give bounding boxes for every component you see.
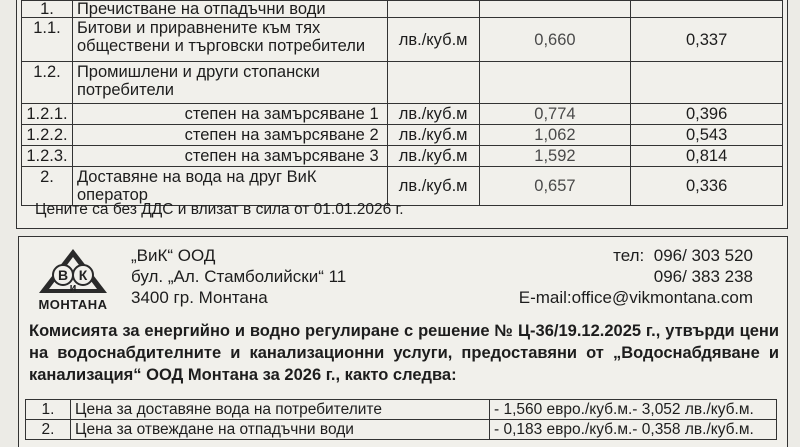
logo-letter: К xyxy=(78,267,88,283)
row-description: степен на замърсяване 1 xyxy=(72,104,387,125)
row-number: 2. xyxy=(26,420,71,440)
table-row xyxy=(22,18,783,62)
table-row xyxy=(22,62,783,104)
row-number: 1.2.3. xyxy=(22,146,73,167)
phone-label: тел: xyxy=(613,246,645,265)
table-row xyxy=(26,420,777,440)
row-value-1 xyxy=(479,1,631,18)
row-value-2: 0,396 xyxy=(631,104,783,125)
row-unit: лв./куб.м xyxy=(387,146,479,167)
row-value-2 xyxy=(631,1,783,18)
logo-letter: и xyxy=(69,282,77,294)
table-row xyxy=(22,104,783,125)
row-value-1: 1,592 xyxy=(479,146,631,167)
row-unit xyxy=(387,62,479,104)
announcement-text: Комисията за енергийно и водно регулиране с решение № Ц-36/19.12.2025 г., утвърди цени на водоснабдителните и канализационни услуги, предоставяни от „Водоснабдяване и канализация“ ООД Монтана за 2026 г., както следва: xyxy=(29,322,779,384)
price-table-section xyxy=(16,0,788,229)
row-number: 1. xyxy=(22,1,73,18)
row-value-2: 0,814 xyxy=(631,146,783,167)
row-number: 1. xyxy=(26,400,71,420)
vik-notice xyxy=(18,236,788,447)
row-value-2 xyxy=(631,62,783,104)
row-number: 2. xyxy=(22,167,73,206)
row-description: Пречистване на отпадъчни води xyxy=(72,1,387,18)
vik-logo xyxy=(31,245,115,311)
price-table xyxy=(21,0,783,206)
row-unit: лв./куб.м xyxy=(387,125,479,146)
company-name: „ВиК“ ООД xyxy=(131,246,216,265)
row-value-1: 1,062 xyxy=(479,125,631,146)
row-description: степен на замърсяване 2 xyxy=(72,125,387,146)
row-value-2: 0,337 xyxy=(631,18,783,62)
company-address-block xyxy=(131,245,346,308)
phone-line-1 xyxy=(519,245,753,266)
row-description: Цена за отвеждане на отпадъчни води xyxy=(71,420,490,440)
row-price: - 1,560 евро./куб.м.- 3,052 лв./куб.м. xyxy=(490,400,777,420)
phone-2: 096/ 383 238 xyxy=(653,267,753,286)
contacts-block xyxy=(519,245,753,308)
company-street: бул. „Ал. Стамболийски“ 11 xyxy=(131,267,347,286)
row-unit: лв./куб.м xyxy=(387,104,479,125)
row-number: 1.2.1. xyxy=(22,104,73,125)
services-table xyxy=(25,399,777,440)
row-number: 1.2. xyxy=(22,62,73,104)
row-description: Промишлени и други стопански потребители xyxy=(72,62,387,104)
row-description: Битови и приравнените към тях обществени и търговски потребители xyxy=(72,18,387,62)
row-unit: лв./куб.м xyxy=(387,18,479,62)
table-row xyxy=(22,125,783,146)
logo-mark-icon xyxy=(31,245,115,297)
row-value-2: 0,336 xyxy=(631,167,783,206)
row-description: Цена за доставяне вода на потребителите xyxy=(71,400,490,420)
row-value-1: 0,657 xyxy=(479,167,631,206)
row-unit xyxy=(387,1,479,18)
table-row xyxy=(26,400,777,420)
logo-letter: В xyxy=(57,267,69,283)
phone-1: 096/ 303 520 xyxy=(653,246,753,265)
row-value-2: 0,543 xyxy=(631,125,783,146)
row-unit: лв./куб.м xyxy=(387,167,479,206)
row-description: Доставяне на вода на друг ВиК оператор xyxy=(72,167,387,206)
row-value-1: 0,660 xyxy=(479,18,631,62)
table-row xyxy=(22,167,783,206)
table-row xyxy=(22,146,783,167)
email: E-mail:office@vikmontana.com xyxy=(518,288,753,307)
row-value-1: 0,774 xyxy=(479,104,631,125)
company-city: 3400 гр. Монтана xyxy=(131,288,268,307)
row-price: - 0,183 евро./куб.м.- 0,358 лв./куб.м. xyxy=(490,420,777,440)
table-row xyxy=(22,1,783,18)
row-number: 1.2.2. xyxy=(22,125,73,146)
row-description: степен на замърсяване 3 xyxy=(72,146,387,167)
row-value-1 xyxy=(479,62,631,104)
row-number: 1.1. xyxy=(22,18,73,62)
logo-city-text: МОНТАНА xyxy=(38,297,108,312)
vat-note: Цените са без ДДС и влизат в сила от 01.01.2026 г. xyxy=(35,201,404,218)
